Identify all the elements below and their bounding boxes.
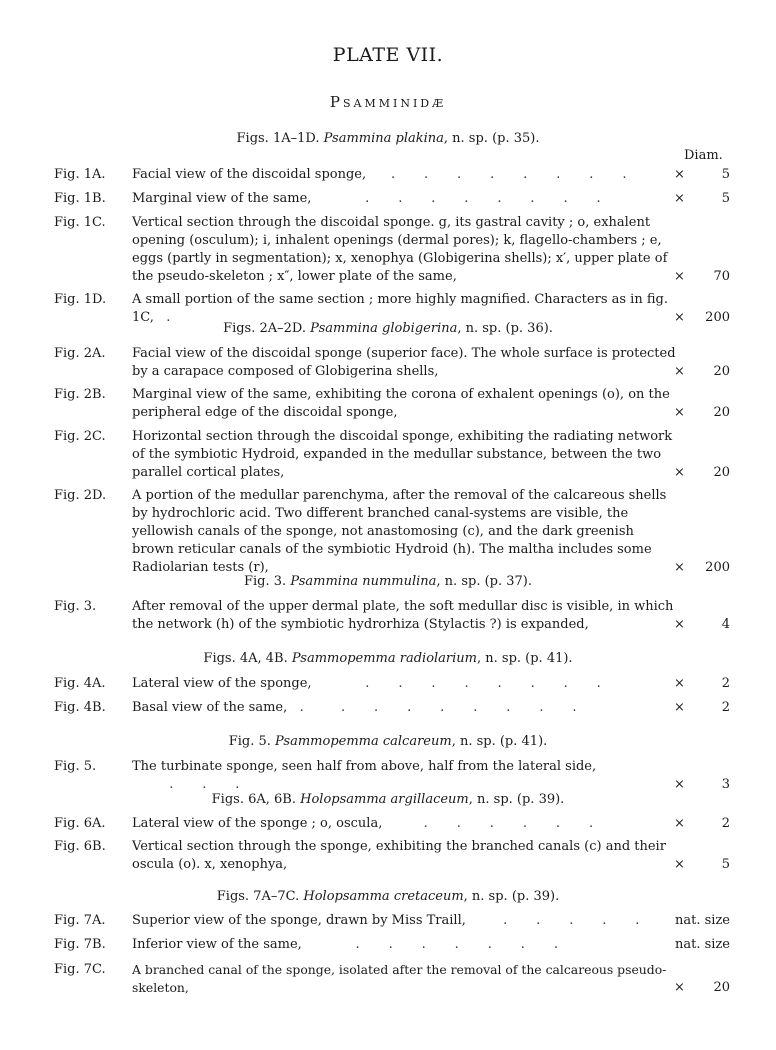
figure-entry xyxy=(54,699,730,717)
figure-entry xyxy=(54,291,730,327)
figure-entry xyxy=(54,675,730,693)
group-heading xyxy=(0,734,776,749)
species-name: Holopsamma argillaceum xyxy=(300,792,469,807)
figure-entry xyxy=(54,758,730,794)
magnification: × 2 xyxy=(674,816,730,831)
group-rest: , n. sp. (p. 41). xyxy=(451,734,548,749)
figure-description: Vertical section through the sponge, exhibiting the branched canals (c) and their oscula (o). x, xenophya, xyxy=(132,839,666,872)
group-rest: , n. sp. (p. 36). xyxy=(457,321,553,336)
group-figs: Fig. 3. xyxy=(244,574,287,589)
figure-label: Fig. 1A. xyxy=(54,167,106,182)
figure-description: Lateral view of the sponge ; o, oscula, . . . . . . xyxy=(132,816,594,831)
figure-entry xyxy=(54,345,730,381)
figure-label: Fig. 4A. xyxy=(54,676,106,691)
species-name: Psammina nummulina xyxy=(290,574,437,589)
figure-description: Vertical section through the discoidal sponge. g, its gastral cavity ; o, exhalent opening (osculum); i, inhalent openings (dermal pores); k, flagello-chambers ; e, eggs (partly in segmentation); x, xenophya (Globigerina shells); x′, upper plate of the pseudo-skeleton ; x″, lower plate of the same, xyxy=(132,215,668,284)
group-rest: , n. sp. (p. 39). xyxy=(463,889,560,904)
figure-entry xyxy=(54,598,730,634)
figure-entry xyxy=(54,961,730,997)
figure-description: Marginal view of the same, . . . . . . . . xyxy=(132,191,601,206)
group-heading xyxy=(0,651,776,666)
figure-description: Facial view of the discoidal sponge (superior face). The whole surface is protected by a carapace composed of Globigerina shells, xyxy=(132,346,676,379)
figure-entry xyxy=(54,428,730,482)
figure-description: A branched canal of the sponge, isolated after the removal of the calcareous pseudo-skeleton, xyxy=(132,962,667,995)
figure-label: Fig. 2D. xyxy=(54,488,107,503)
figure-entry xyxy=(54,936,730,954)
species-name: Holopsamma cretaceum xyxy=(303,889,464,904)
group-figs: Figs. 2A–2D. xyxy=(223,321,307,336)
group-heading xyxy=(0,889,776,904)
magnification: × 3 xyxy=(674,777,730,792)
figure-label: Fig. 1C. xyxy=(54,215,106,230)
figure-label: Fig. 2C. xyxy=(54,429,106,444)
magnification: × 20 xyxy=(674,364,730,379)
magnification: × 200 xyxy=(674,310,730,325)
figure-label: Fig. 7A. xyxy=(54,913,106,928)
magnification: × 2 xyxy=(674,700,730,715)
magnification: × 2 xyxy=(674,676,730,691)
figure-entry xyxy=(54,166,730,184)
figure-label: Fig. 1D. xyxy=(54,292,107,307)
group-figs: Figs. 1A–1D. xyxy=(236,131,320,146)
family-heading: Psamminidæ xyxy=(329,93,447,111)
group-figs: Figs. 7A–7C. xyxy=(216,889,300,904)
figure-entry xyxy=(54,386,730,422)
figure-entry xyxy=(54,190,730,208)
figure-label: Fig. 5. xyxy=(54,759,97,774)
plate-title: PLATE VII. xyxy=(332,44,444,66)
magnification: × 70 xyxy=(674,269,730,284)
figure-description: Marginal view of the same, exhibiting the corona of exhalent openings (o), on the peripheral edge of the discoidal sponge, xyxy=(132,387,670,420)
figure-entry xyxy=(54,487,730,577)
magnification: × 200 xyxy=(674,560,730,575)
figure-description: A portion of the medullar parenchyma, after the removal of the calcareous shells by hydrochloric acid. Two different branched canal-systems are visible, the yellowish canals of the sponge, not anastomosing (c), and the dark greenish brown reticular canals of the symbiotic Hydroid (h). The maltha includes some Radiolarian tests (r), xyxy=(132,488,667,575)
figure-label: Fig. 3. xyxy=(54,599,97,614)
figure-label: Fig. 7C. xyxy=(54,962,106,977)
figure-description: Superior view of the sponge, drawn by Miss Traill, . . . . . xyxy=(132,913,640,928)
figure-entry xyxy=(54,214,730,286)
figure-entry xyxy=(54,815,730,833)
magnification: × 4 xyxy=(674,617,730,632)
species-name: Psammopemma radiolarium xyxy=(291,651,477,666)
group-rest: , n. sp. (p. 37). xyxy=(436,574,532,589)
figure-label: Fig. 6B. xyxy=(54,839,106,854)
figure-label: Fig. 4B. xyxy=(54,700,106,715)
magnification: × 20 xyxy=(674,405,730,420)
figure-description: After removal of the upper dermal plate, the soft medullar disc is visible, in which the network (h) of the symbiotic hydrorhiza (Stylactis ?) is expanded, xyxy=(132,599,674,632)
figure-entry xyxy=(54,838,730,874)
group-figs: Fig. 5. xyxy=(228,734,271,749)
magnification: × 20 xyxy=(674,465,730,480)
figure-description: A small portion of the same section ; more highly magnified. Characters as in fig. 1C, . xyxy=(132,292,668,325)
figure-label: Fig. 7B. xyxy=(54,937,106,952)
figure-label: Fig. 6A. xyxy=(54,816,106,831)
figure-label: Fig. 1B. xyxy=(54,191,106,206)
group-rest: , n. sp. (p. 39). xyxy=(468,792,565,807)
figure-entry xyxy=(54,912,730,930)
diam-column-label: Diam. xyxy=(684,148,723,163)
group-heading xyxy=(0,131,776,146)
magnification: × 20 xyxy=(674,980,730,995)
figure-description: Facial view of the discoidal sponge, . . . . . . . . xyxy=(132,167,627,182)
magnification: nat. size xyxy=(675,913,730,928)
group-rest: , n. sp. (p. 35). xyxy=(443,131,540,146)
group-rest: , n. sp. (p. 41). xyxy=(477,651,573,666)
magnification: × 5 xyxy=(674,191,730,206)
figure-label: Fig. 2A. xyxy=(54,346,106,361)
magnification: nat. size xyxy=(675,937,730,952)
figure-description: The turbinate sponge, seen half from above, half from the lateral side, . . . xyxy=(132,759,597,792)
magnification: × 5 xyxy=(674,857,730,872)
species-name: Psammina plakina xyxy=(323,131,444,146)
magnification: × 5 xyxy=(674,167,730,182)
group-figs: Figs. 6A, 6B. xyxy=(211,792,296,807)
figure-description: Horizontal section through the discoidal sponge, exhibiting the radiating network of the symbiotic Hydroid, expanded in the medullar substance, between the two parallel cortical plates, xyxy=(132,429,673,480)
figure-description: Lateral view of the sponge, . . . . . . . . xyxy=(132,676,601,691)
figure-description: Basal view of the same, . . . . . . . . . xyxy=(132,700,577,715)
group-figs: Figs. 4A, 4B. xyxy=(203,651,288,666)
species-name: Psammina globigerina xyxy=(310,321,458,336)
group-heading xyxy=(0,792,776,807)
species-name: Psammopemma calcareum xyxy=(275,734,452,749)
figure-label: Fig. 2B. xyxy=(54,387,106,402)
figure-description: Inferior view of the same, . . . . . . . xyxy=(132,937,558,952)
